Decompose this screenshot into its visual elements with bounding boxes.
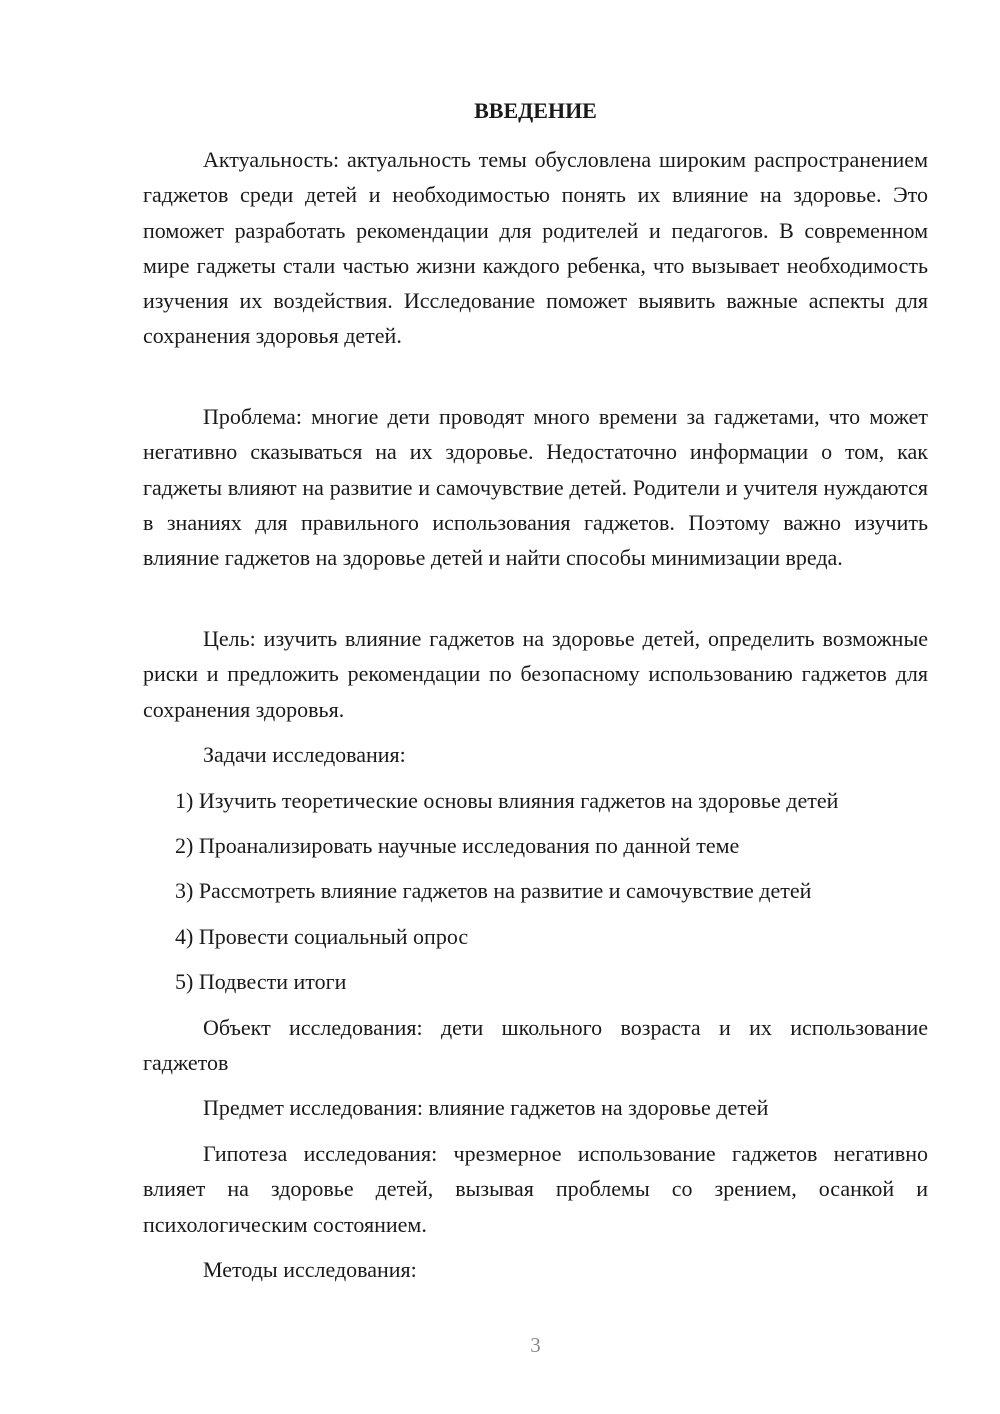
subject-paragraph: Предмет исследования: влияние гаджетов на здоровье детей (203, 1095, 769, 1120)
relevance-paragraph: Актуальность: актуальность темы обусловлена широким распространением гаджетов среди детей и необходимостью понять их влияние на здоровье. Это поможет разработать рекомендации для родителей и педагогов. В современном мире гаджеты стали частью жизни каждого ребенка, что вызывает необходимость изучения их воздействия. Исследование поможет выявить важные аспекты для сохранения здоровья детей. (143, 147, 928, 349)
hypothesis-paragraph: Гипотеза исследования: чрезмерное использование гаджетов негативно влияет на здоровье детей, вызывая проблемы со зрением, осанкой и психологическим состоянием. (143, 1141, 928, 1237)
document-page (143, 0, 928, 1414)
page-title: ВВЕДЕНИЕ (474, 98, 597, 123)
list-item: 5) Подвести итоги (175, 969, 347, 994)
problem-paragraph: Проблема: многие дети проводят много времени за гаджетами, что может негативно сказываться на их здоровье. Недостаточно информации о том, как гаджеты влияют на развитие и самочувствие детей. Родители и учителя нуждаются в знаниях для правильного использования гаджетов. Поэтому важно изучить влияние гаджетов на здоровье детей и найти способы минимизации вреда. (143, 404, 928, 571)
page-number: 3 (530, 1333, 541, 1357)
methods-heading: Методы исследования: (203, 1257, 417, 1282)
list-item: 2) Проанализировать научные исследования по данной теме (175, 833, 740, 858)
tasks-heading: Задачи исследования: (203, 742, 406, 767)
goal-paragraph: Цель: изучить влияние гаджетов на здоровье детей, определить возможные риски и предложить рекомендации по безопасному использованию гаджетов для сохранения здоровья. (143, 626, 928, 722)
list-item: 3) Рассмотреть влияние гаджетов на развитие и самочувствие детей (175, 878, 812, 903)
object-paragraph: Объект исследования: дети школьного возраста и их использование гаджетов (143, 1015, 928, 1076)
list-item: 4) Провести социальный опрос (175, 924, 469, 949)
list-item: 1) Изучить теоретические основы влияния гаджетов на здоровье детей (175, 788, 839, 813)
